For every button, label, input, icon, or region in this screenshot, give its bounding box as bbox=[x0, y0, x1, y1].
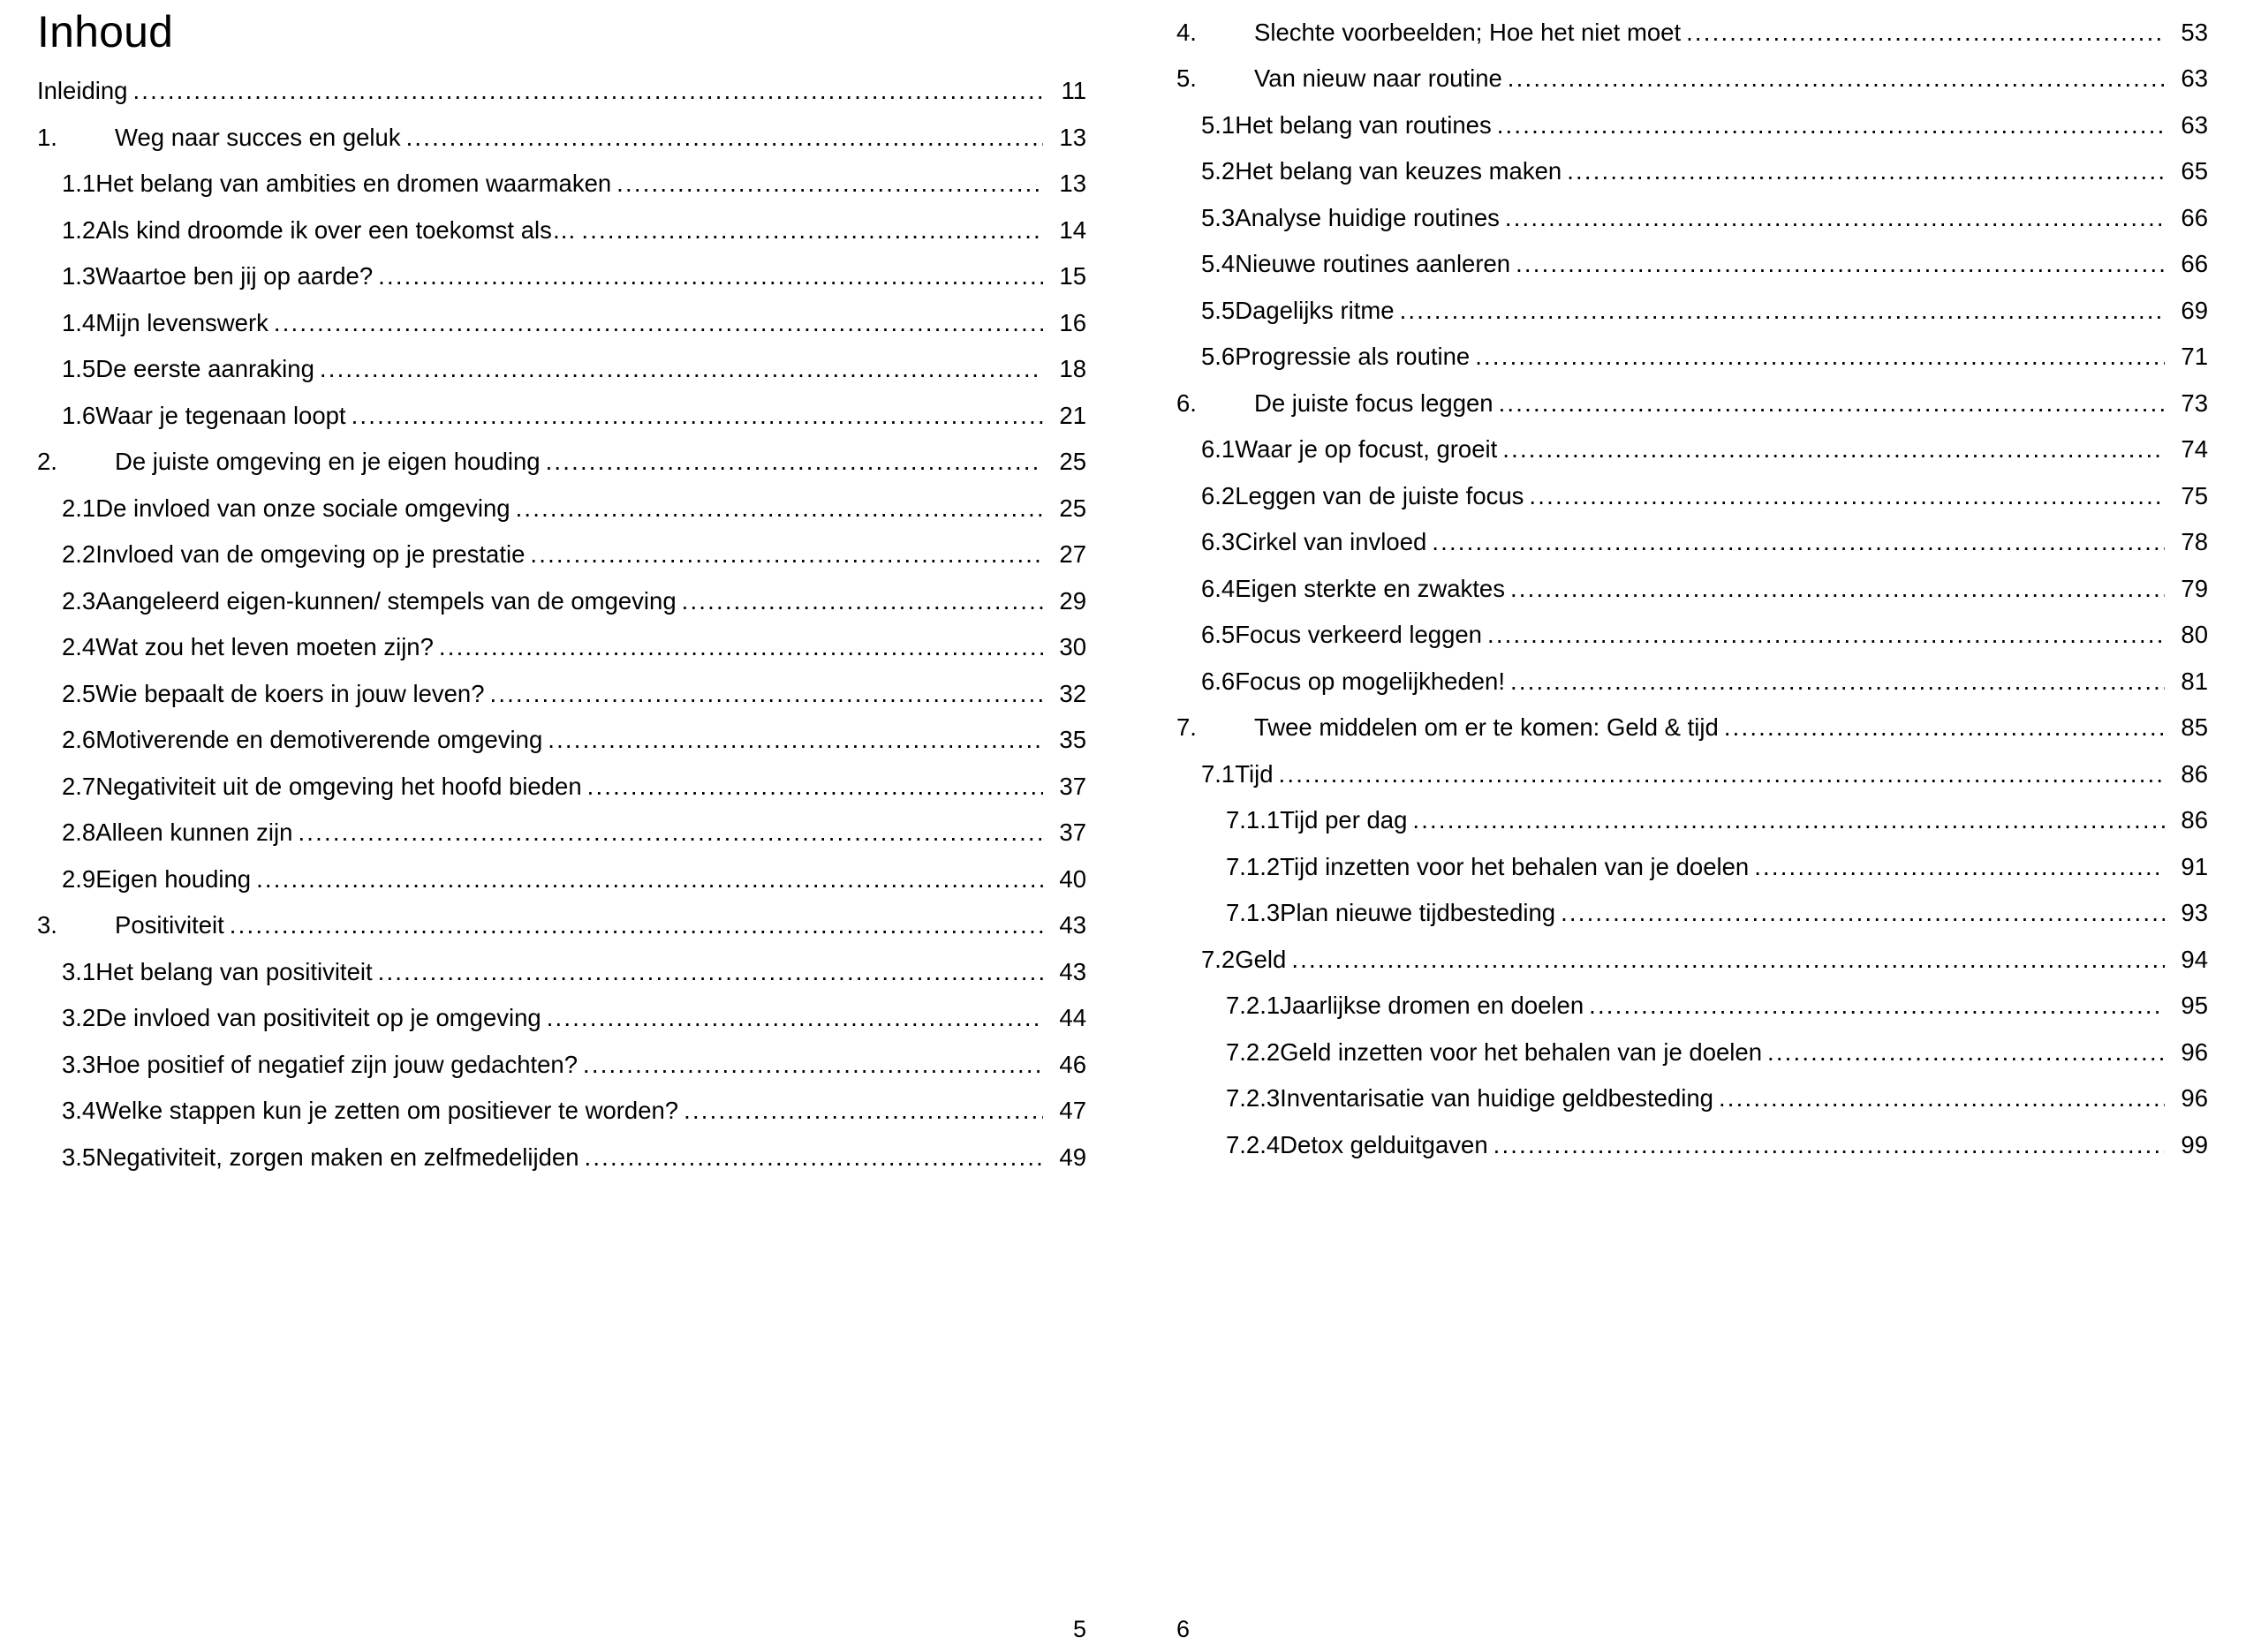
toc-entry-number: 3.2 bbox=[62, 1004, 96, 1031]
toc-leader-dots bbox=[256, 867, 1043, 892]
toc-entry-number: 2.2 bbox=[62, 540, 96, 568]
toc-entry[interactable] bbox=[37, 902, 1086, 949]
toc-entry[interactable] bbox=[37, 299, 1086, 346]
toc-leader-dots bbox=[1412, 808, 2165, 833]
toc-entry-page: 96 bbox=[2181, 1037, 2208, 1066]
toc-entry[interactable] bbox=[37, 763, 1086, 810]
toc-entry-label: Dagelijks ritme bbox=[1235, 296, 1395, 324]
toc-entry-page: 40 bbox=[1059, 864, 1086, 893]
toc-entry-number: 1.2 bbox=[62, 215, 96, 244]
toc-leader-dots bbox=[1487, 622, 2165, 647]
toc-entry-label: Twee middelen om er te komen: Geld & tijd bbox=[1254, 713, 1719, 741]
toc-entry-number: 1.6 bbox=[62, 401, 96, 429]
toc-entry-number: 2.4 bbox=[62, 633, 96, 660]
toc-entry[interactable] bbox=[37, 532, 1086, 578]
toc-leader-dots bbox=[132, 79, 1043, 103]
toc-entry-page: 18 bbox=[1059, 355, 1086, 382]
toc-entry-number: 7.1.2 bbox=[1226, 852, 1281, 880]
toc-leader-dots bbox=[320, 357, 1043, 381]
toc-entry-label: Het belang van ambities en dromen waarmaken bbox=[95, 170, 612, 197]
toc-list-left bbox=[37, 68, 1086, 1181]
toc-leader-dots bbox=[546, 449, 1043, 474]
toc-entry-page: 32 bbox=[1059, 679, 1086, 707]
toc-entry-number: 7.2.4 bbox=[1226, 1130, 1281, 1158]
toc-entry-page: 71 bbox=[2181, 343, 2208, 370]
toc-entry-number: 1. bbox=[37, 123, 57, 151]
toc-entry[interactable] bbox=[1176, 334, 2208, 381]
toc-entry-page: 43 bbox=[1059, 911, 1086, 939]
toc-entry-label: Mijn levenswerk bbox=[95, 308, 268, 336]
toc-leader-dots bbox=[1589, 993, 2165, 1018]
toc-entry[interactable] bbox=[37, 439, 1086, 486]
toc-entry-page: 86 bbox=[2181, 759, 2208, 788]
toc-entry[interactable] bbox=[1176, 287, 2208, 334]
toc-list-right bbox=[1176, 9, 2208, 1168]
toc-entry-page: 15 bbox=[1059, 262, 1086, 290]
toc-leader-dots bbox=[298, 820, 1043, 845]
toc-entry-number: 4. bbox=[1176, 18, 1197, 46]
toc-entry-number: 3.5 bbox=[62, 1143, 96, 1171]
toc-entry[interactable] bbox=[1176, 936, 2208, 983]
toc-leader-dots bbox=[583, 1052, 1043, 1077]
toc-entry-number: 3.1 bbox=[62, 957, 96, 985]
toc-entry-number: 3. bbox=[37, 911, 57, 939]
toc-entry-label: Het belang van positiviteit bbox=[95, 957, 373, 985]
toc-entry-label: Negativiteit, zorgen maken en zelfmedelijden bbox=[95, 1143, 579, 1171]
toc-entry[interactable] bbox=[37, 717, 1086, 764]
toc-entry-label: De juiste omgeving en je eigen houding bbox=[115, 448, 541, 475]
toc-entry-page: 13 bbox=[1059, 123, 1086, 151]
toc-leader-dots bbox=[548, 728, 1043, 752]
toc-entry-number: 6.5 bbox=[1201, 621, 1236, 648]
toc-entry-label: Waar je tegenaan loopt bbox=[95, 401, 346, 429]
toc-leader-dots bbox=[1686, 20, 2165, 45]
toc-entry-page: 30 bbox=[1059, 633, 1086, 660]
toc-entry-label: Als kind droomde ik over een toekomst als… bbox=[95, 215, 577, 244]
toc-entry[interactable] bbox=[1176, 890, 2208, 937]
toc-entry-page: 11 bbox=[1061, 77, 1086, 104]
toc-entry[interactable] bbox=[1176, 9, 2208, 56]
toc-entry-number: 7. bbox=[1176, 713, 1197, 741]
toc-entry-page: 78 bbox=[2181, 528, 2208, 555]
toc-entry[interactable] bbox=[1176, 102, 2208, 148]
toc-entry-number: 3.3 bbox=[62, 1050, 96, 1078]
toc-entry[interactable] bbox=[37, 670, 1086, 717]
toc-entry-page: 44 bbox=[1059, 1004, 1086, 1031]
toc-entry[interactable] bbox=[37, 114, 1086, 161]
toc-entry-page: 95 bbox=[2181, 992, 2208, 1019]
toc-leader-dots bbox=[1561, 901, 2165, 925]
toc-entry-number: 5.1 bbox=[1201, 110, 1236, 139]
toc-entry[interactable] bbox=[1176, 380, 2208, 426]
toc-entry-page: 80 bbox=[2181, 621, 2208, 648]
toc-leader-dots bbox=[352, 404, 1043, 428]
toc-entry[interactable] bbox=[1176, 565, 2208, 612]
toc-entry[interactable] bbox=[1176, 658, 2208, 705]
toc-entry-number: 7.2.2 bbox=[1226, 1037, 1281, 1066]
toc-entry-number: 7.1.1 bbox=[1226, 806, 1281, 834]
toc-entry-page: 25 bbox=[1059, 448, 1086, 475]
toc-entry-label: De invloed van positiviteit op je omgeving bbox=[95, 1004, 541, 1031]
toc-entry-page: 16 bbox=[1059, 308, 1086, 336]
toc-entry[interactable] bbox=[1176, 1075, 2208, 1122]
toc-leader-dots bbox=[490, 682, 1044, 706]
toc-entry-page: 63 bbox=[2181, 110, 2208, 139]
toc-entry-label: Aangeleerd eigen-kunnen/ stempels van de omgeving bbox=[95, 586, 677, 615]
toc-leader-dots bbox=[406, 125, 1043, 150]
toc-leader-dots bbox=[1510, 577, 2165, 601]
toc-entry-number: 2.8 bbox=[62, 818, 96, 846]
toc-entry[interactable] bbox=[1176, 1121, 2208, 1168]
page-title: Inhoud bbox=[37, 7, 174, 57]
toc-entry-number: 7.2 bbox=[1201, 945, 1236, 973]
toc-entry-label: Leggen van de juiste focus bbox=[1235, 481, 1524, 509]
toc-entry-number: 2.5 bbox=[62, 679, 96, 707]
toc-entry-page: 46 bbox=[1059, 1050, 1086, 1078]
toc-entry-page: 94 bbox=[2181, 945, 2208, 973]
toc-entry-label: Progressie als routine bbox=[1235, 343, 1471, 370]
toc-entry-page: 85 bbox=[2181, 713, 2208, 741]
toc-entry-number: 6. bbox=[1176, 388, 1197, 417]
toc-leader-dots bbox=[682, 589, 1043, 614]
toc-entry-label: Jaarlijkse dromen en doelen bbox=[1280, 992, 1584, 1019]
toc-entry-label: Tijd inzetten voor het behalen van je doelen bbox=[1280, 852, 1750, 880]
toc-entry[interactable] bbox=[1176, 148, 2208, 195]
toc-entry-number: 5.4 bbox=[1201, 250, 1236, 277]
toc-entry-number: 2.7 bbox=[62, 772, 96, 800]
toc-leader-dots bbox=[1719, 1086, 2165, 1111]
toc-entry-label: Het belang van routines bbox=[1235, 110, 1492, 139]
toc-entry-label: Analyse huidige routines bbox=[1235, 203, 1500, 231]
toc-entry-page: 86 bbox=[2181, 806, 2208, 834]
toc-entry-number: 6.2 bbox=[1201, 481, 1236, 509]
toc-entry-number: 5. bbox=[1176, 64, 1197, 92]
toc-leader-dots bbox=[1505, 206, 2165, 230]
toc-leader-dots bbox=[1567, 159, 2165, 184]
toc-entry-page: 75 bbox=[2181, 481, 2208, 509]
toc-entry-number: 2. bbox=[37, 448, 57, 475]
page-number-left: 5 bbox=[1072, 1616, 1086, 1642]
toc-entry-page: 25 bbox=[1059, 494, 1086, 522]
toc-entry-page: 63 bbox=[2181, 64, 2208, 92]
toc-entry-label: Motiverende en demotiverende omgeving bbox=[95, 726, 543, 753]
toc-entry[interactable] bbox=[1176, 843, 2208, 890]
toc-entry[interactable] bbox=[37, 810, 1086, 856]
toc-entry-number: 2.6 bbox=[62, 726, 96, 753]
toc-entry[interactable] bbox=[1176, 612, 2208, 659]
toc-entry-page: 96 bbox=[2181, 1084, 2208, 1112]
toc-entry-page: 49 bbox=[1059, 1143, 1086, 1171]
toc-entry-number: 3.4 bbox=[62, 1097, 96, 1124]
toc-entry-label: De invloed van onze sociale omgeving bbox=[95, 494, 510, 522]
toc-entry-page: 65 bbox=[2181, 157, 2208, 185]
toc-entry-page: 66 bbox=[2181, 203, 2208, 231]
toc-entry-page: 29 bbox=[1059, 586, 1086, 615]
toc-entry-number: 2.9 bbox=[62, 864, 96, 893]
toc-leader-dots bbox=[439, 635, 1043, 660]
toc-entry-number: 1.4 bbox=[62, 308, 96, 336]
toc-entry-page: 53 bbox=[2181, 18, 2208, 46]
toc-entry-number: 5.3 bbox=[1201, 203, 1236, 231]
toc-entry-label: De juiste focus leggen bbox=[1254, 388, 1493, 417]
toc-entry-label: Focus op mogelijkheden! bbox=[1235, 667, 1505, 695]
toc-leader-dots bbox=[230, 913, 1043, 938]
toc-entry-label: Tijd bbox=[1235, 759, 1274, 788]
toc-entry-page: 79 bbox=[2181, 574, 2208, 602]
toc-entry-label: Focus verkeerd leggen bbox=[1235, 621, 1482, 648]
toc-entry[interactable] bbox=[1176, 519, 2208, 566]
toc-leader-dots bbox=[587, 774, 1043, 799]
toc-entry-label: Waartoe ben jij op aarde? bbox=[95, 262, 374, 290]
toc-entry-label: Het belang van keuzes maken bbox=[1235, 157, 1562, 185]
toc-entry[interactable] bbox=[37, 207, 1086, 253]
toc-entry-label: Cirkel van invloed bbox=[1235, 528, 1427, 555]
toc-entry-page: 93 bbox=[2181, 899, 2208, 926]
toc-entry-page: 13 bbox=[1059, 170, 1086, 197]
toc-entry-label: Positiviteit bbox=[115, 911, 224, 939]
toc-entry[interactable] bbox=[37, 1134, 1086, 1181]
toc-entry-label: Inventarisatie van huidige geldbesteding bbox=[1280, 1084, 1713, 1112]
toc-entry-label: Slechte voorbeelden; Hoe het niet moet bbox=[1254, 18, 1682, 46]
toc-entry[interactable] bbox=[37, 68, 1086, 115]
toc-entry-number: 7.2.3 bbox=[1226, 1084, 1281, 1112]
toc-entry-page: 37 bbox=[1059, 772, 1086, 800]
toc-entry-page: 66 bbox=[2181, 250, 2208, 277]
toc-leader-dots bbox=[581, 218, 1043, 243]
toc-leader-dots bbox=[1502, 437, 2165, 462]
toc-entry-label: Wie bepaalt de koers in jouw leven? bbox=[95, 679, 485, 707]
toc-entry-number: 7.1.3 bbox=[1226, 899, 1281, 926]
toc-leader-dots bbox=[274, 311, 1043, 336]
toc-entry-number: 5.5 bbox=[1201, 296, 1236, 324]
toc-entry-number: 2.3 bbox=[62, 586, 96, 615]
toc-leader-dots bbox=[684, 1098, 1043, 1123]
toc-leader-dots bbox=[1400, 298, 2165, 323]
toc-entry[interactable] bbox=[37, 624, 1086, 671]
toc-entry[interactable] bbox=[37, 485, 1086, 532]
toc-leader-dots bbox=[1516, 252, 2165, 276]
toc-entry[interactable] bbox=[37, 856, 1086, 902]
toc-entry[interactable] bbox=[37, 346, 1086, 393]
toc-entry[interactable] bbox=[1176, 797, 2208, 844]
toc-leader-dots bbox=[1499, 391, 2165, 416]
toc-entry-page: 99 bbox=[2181, 1130, 2208, 1158]
toc-leader-dots bbox=[378, 960, 1043, 984]
toc-entry-number: 6.1 bbox=[1201, 435, 1236, 463]
toc-entry[interactable] bbox=[1176, 983, 2208, 1030]
page-number-right: 6 bbox=[1176, 1616, 1191, 1642]
toc-entry-label: Weg naar succes en geluk bbox=[115, 123, 401, 151]
toc-entry-label: Inleiding bbox=[37, 77, 128, 104]
toc-entry[interactable] bbox=[37, 948, 1086, 995]
toc-entry-label: Welke stappen kun je zetten om positiever te worden? bbox=[95, 1097, 679, 1124]
toc-entry-number: 6.3 bbox=[1201, 528, 1236, 555]
toc-entry-label: Tijd per dag bbox=[1280, 806, 1408, 834]
toc-entry-label: Nieuwe routines aanleren bbox=[1235, 250, 1511, 277]
toc-entry-page: 73 bbox=[2181, 388, 2208, 417]
toc-entry[interactable] bbox=[1176, 56, 2208, 102]
toc-entry-page: 74 bbox=[2181, 435, 2208, 463]
toc-entry-number: 5.6 bbox=[1201, 343, 1236, 370]
toc-entry[interactable] bbox=[1176, 1029, 2208, 1075]
toc-entry[interactable] bbox=[37, 1041, 1086, 1088]
toc-entry-page: 47 bbox=[1059, 1097, 1086, 1124]
toc-leader-dots bbox=[1291, 947, 2165, 972]
toc-leader-dots bbox=[1508, 66, 2165, 91]
toc-entry[interactable] bbox=[1176, 751, 2208, 797]
toc-entry-label: Eigen sterkte en zwaktes bbox=[1235, 574, 1505, 602]
toc-entry[interactable] bbox=[1176, 426, 2208, 473]
toc-entry[interactable] bbox=[37, 1088, 1086, 1135]
toc-entry-label: Van nieuw naar routine bbox=[1254, 64, 1502, 92]
toc-entry[interactable] bbox=[1176, 194, 2208, 241]
toc-entry-number: 1.5 bbox=[62, 355, 96, 382]
toc-entry-number: 7.1 bbox=[1201, 759, 1236, 788]
toc-entry-label: Waar je op focust, groeit bbox=[1235, 435, 1498, 463]
toc-entry[interactable] bbox=[1176, 241, 2208, 288]
toc-leader-dots bbox=[1493, 1133, 2165, 1158]
toc-entry[interactable] bbox=[37, 161, 1086, 207]
toc-entry[interactable] bbox=[37, 577, 1086, 624]
toc-entry[interactable] bbox=[37, 995, 1086, 1042]
toc-leader-dots bbox=[1767, 1040, 2165, 1065]
toc-entry-number: 2.1 bbox=[62, 494, 96, 522]
toc-entry-number: 7.2.1 bbox=[1226, 992, 1281, 1019]
toc-leader-dots bbox=[1724, 715, 2165, 740]
toc-leader-dots bbox=[1497, 113, 2165, 138]
toc-entry-page: 27 bbox=[1059, 540, 1086, 568]
toc-entry[interactable] bbox=[1176, 705, 2208, 751]
toc-entry-label: Invloed van de omgeving op je prestatie bbox=[95, 540, 526, 568]
toc-entry[interactable] bbox=[1176, 472, 2208, 519]
toc-leader-dots bbox=[1279, 762, 2165, 787]
toc-entry-label: Alleen kunnen zijn bbox=[95, 818, 293, 846]
toc-entry-number: 5.2 bbox=[1201, 157, 1236, 185]
toc-entry-label: Geld bbox=[1235, 945, 1287, 973]
toc-entry-page: 37 bbox=[1059, 818, 1086, 846]
toc-leader-dots bbox=[1510, 669, 2165, 694]
toc-entry-number: 1.1 bbox=[62, 170, 96, 197]
toc-leader-dots bbox=[616, 171, 1043, 196]
page-right bbox=[1139, 0, 2261, 1652]
toc-entry-page: 81 bbox=[2181, 667, 2208, 695]
toc-entry-number: 1.3 bbox=[62, 262, 96, 290]
toc-leader-dots bbox=[516, 496, 1043, 521]
toc-entry-label: Eigen houding bbox=[95, 864, 252, 893]
toc-entry-number: 6.4 bbox=[1201, 574, 1236, 602]
toc-entry-page: 35 bbox=[1059, 726, 1086, 753]
toc-leader-dots bbox=[1432, 530, 2165, 554]
toc-leader-dots bbox=[547, 1006, 1043, 1030]
toc-entry-page: 14 bbox=[1059, 215, 1086, 244]
toc-entry-label: Plan nieuwe tijdbesteding bbox=[1280, 899, 1556, 926]
toc-entry-label: Wat zou het leven moeten zijn? bbox=[95, 633, 434, 660]
toc-entry-page: 69 bbox=[2181, 296, 2208, 324]
toc-entry-label: Negativiteit uit de omgeving het hoofd bieden bbox=[95, 772, 582, 800]
toc-entry-label: Geld inzetten voor het behalen van je doelen bbox=[1280, 1037, 1762, 1066]
toc-leader-dots bbox=[378, 264, 1043, 289]
toc-entry-label: Hoe positief of negatief zijn jouw gedachten? bbox=[95, 1050, 578, 1078]
toc-entry-label: De eerste aanraking bbox=[95, 355, 314, 382]
toc-entry-number: 6.6 bbox=[1201, 667, 1236, 695]
toc-leader-dots bbox=[1475, 344, 2165, 369]
toc-entry-page: 91 bbox=[2181, 852, 2208, 880]
toc-leader-dots bbox=[1529, 484, 2165, 509]
toc-entry-page: 21 bbox=[1059, 401, 1086, 429]
toc-entry[interactable] bbox=[37, 392, 1086, 439]
toc-leader-dots bbox=[584, 1145, 1043, 1170]
toc-leader-dots bbox=[1754, 855, 2165, 879]
toc-leader-dots bbox=[530, 542, 1043, 567]
toc-entry-label: Detox gelduitgaven bbox=[1280, 1130, 1488, 1158]
toc-entry-page: 43 bbox=[1059, 957, 1086, 985]
toc-entry[interactable] bbox=[37, 253, 1086, 300]
